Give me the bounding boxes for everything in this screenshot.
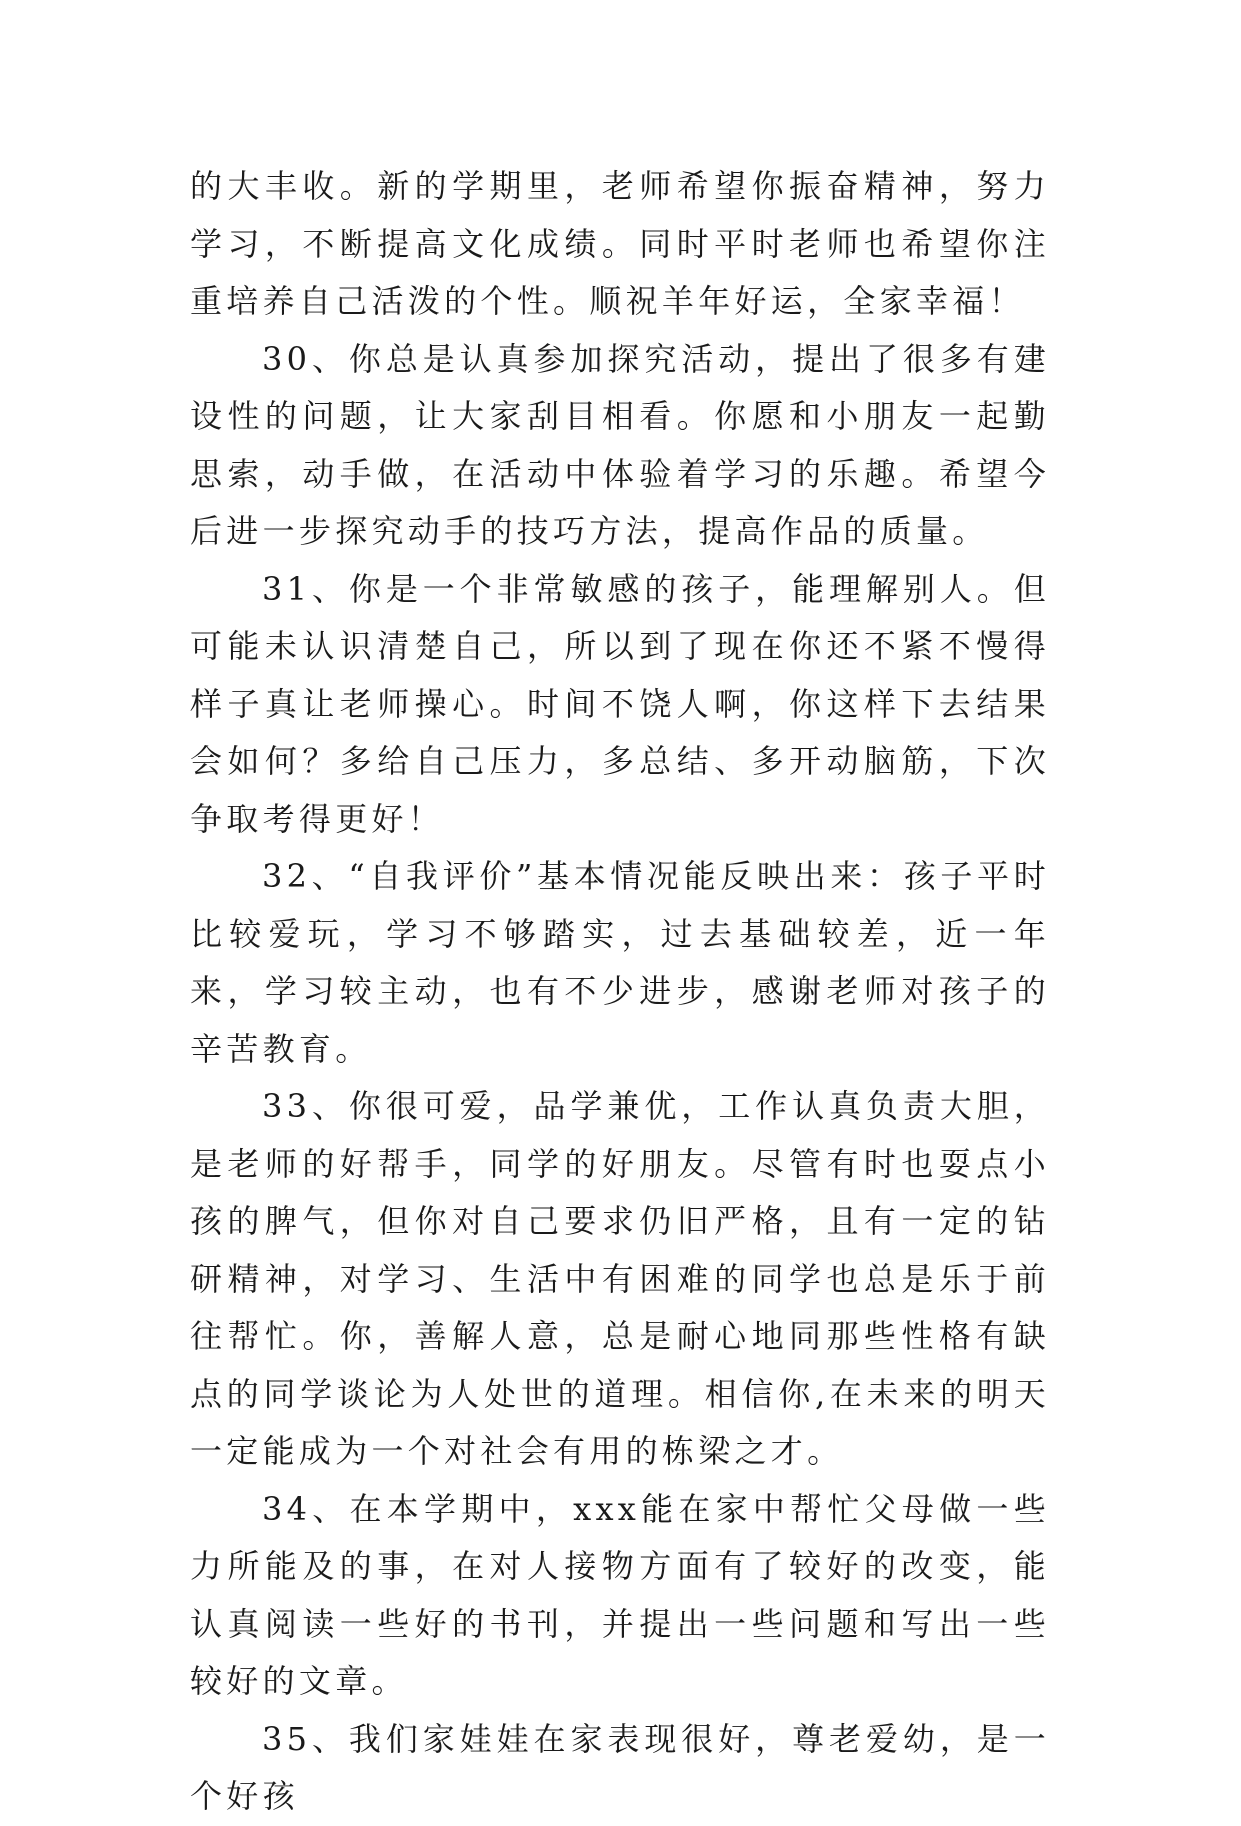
document-body <box>190 158 1050 1826</box>
paragraph-item-35: 35、我们家娃娃在家表现很好，尊老爱幼，是一个好孩 <box>190 1719 1050 1815</box>
paragraph-item-34: 34、在本学期中，xxx能在家中帮忙父母做一些力所能及的事，在对人接物方面有了较好的改变，能认真阅读一些好的书刊，并提出一些问题和写出一些较好的文章。 <box>190 1489 1050 1700</box>
paragraph-item-31: 31、你是一个非常敏感的孩子，能理解别人。但可能未认识清楚自己，所以到了现在你还不紧不慢得样子真让老师操心。时间不饶人啊，你这样下去结果会如何？多给自己压力，多总结、多开动脑筋，下次争取考得更好！ <box>190 569 1050 838</box>
paragraph-item-33: 33、你很可爱，品学兼优，工作认真负责大胆，是老师的好帮手，同学的好朋友。尽管有时也耍点小孩的脾气，但你对自己要求仍旧严格，且有一定的钻研精神，对学习、生活中有困难的同学也总是乐于前往帮忙。你，善解人意，总是耐心地同那些性格有缺点的同学谈论为人处世的道理。相信你,在未来的明天一定能成为一个对社会有用的栋梁之才。 <box>190 1087 1050 1470</box>
paragraph-continuation: 的大丰收。新的学期里，老师希望你振奋精神，努力学习，不断提高文化成绩。同时平时老师也希望你注重培养自己活泼的个性。顺祝羊年好运，全家幸福！ <box>190 167 1050 320</box>
paragraph-item-32: 32、“自我评价”基本情况能反映出来：孩子平时比较爱玩，学习不够踏实，过去基础较差，近一年来，学习较主动，也有不少进步，感谢老师对孩子的辛苦教育。 <box>190 857 1050 1068</box>
paragraph-item-30: 30、你总是认真参加探究活动，提出了很多有建设性的问题，让大家刮目相看。你愿和小朋友一起勤思索，动手做，在活动中体验着学习的乐趣。希望今后进一步探究动手的技巧方法，提高作品的质量。 <box>190 339 1050 550</box>
